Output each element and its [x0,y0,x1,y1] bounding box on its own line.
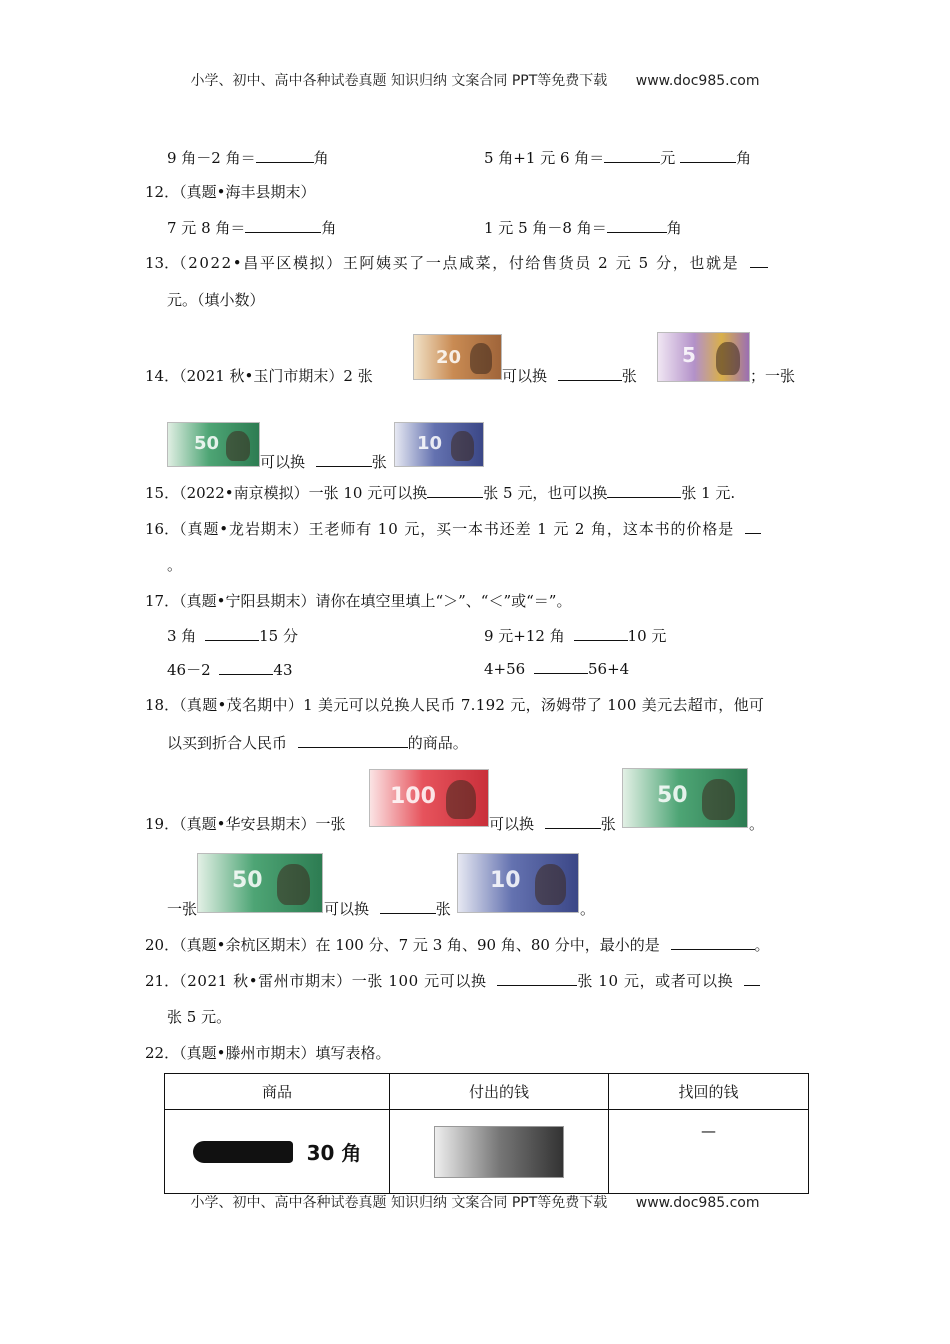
table-header-cell: 付出的钱 [390,1074,609,1110]
q21-line1 [145,970,760,991]
q14-semi: ；一张 [750,367,796,385]
text: 。 [754,936,770,954]
answer-blank[interactable] [205,626,259,641]
question-text: 张 5 元，也可以换 [483,484,608,502]
brush-icon [193,1141,293,1163]
question-text: （真题•龙岩期末）王老师有 10 元，买一本书还差 1 元 2 角，这本书的价格是 [179,520,735,538]
unit: 张 [371,453,387,471]
banknote-50-image [197,853,323,913]
answer-blank[interactable] [671,935,755,950]
q17-d [484,659,629,678]
answer-blank[interactable] [316,452,372,467]
change-cell[interactable]: — [609,1110,809,1194]
footer-text: 小学、初中、高中各种试卷真题 知识归纳 文案合同 PPT等免费下载 [190,1195,608,1211]
q19-end: 。 [749,815,765,833]
portrait-icon [470,343,493,374]
unit: 张 [621,367,637,385]
question-number: 17． [145,592,180,610]
table-header-cell: 找回的钱 [609,1074,809,1110]
q12-title [145,181,315,202]
banknote-value: 50 [194,433,220,454]
portrait-icon [226,431,250,461]
banknote-value: 10 [490,868,521,893]
banknote-100-image [369,769,489,827]
text: 可以换 [324,900,370,918]
text: 15 分 [259,627,298,645]
q15 [145,482,735,503]
answer-blank[interactable] [256,148,314,163]
answer-blank[interactable] [245,218,321,233]
question-source: （2021 秋•玉门市期末）2 张 [179,367,373,385]
text: 4+56 [484,660,526,678]
q12-left [167,217,336,238]
page-header [0,70,950,90]
unit: 角 [321,219,337,237]
question-number: 21． [145,972,180,990]
unit: 张 [600,815,616,833]
text: 10 元 [627,627,667,645]
answer-blank[interactable] [750,253,768,268]
question-text: 张 1 元. [681,484,736,502]
q16-line2: 。 [167,556,183,574]
q11-a-text: 9 角－2 角＝ [167,149,256,167]
question-text: （2022•南京模拟）一张 10 元可以换 [179,484,428,502]
answer-blank[interactable] [607,218,667,233]
answer-blank[interactable] [744,971,760,986]
banknote-value: 10 [417,433,443,454]
table-row [165,1110,809,1194]
question-text: 以买到折合人民币 [167,734,288,752]
answer-blank[interactable] [604,148,660,163]
item-cell [165,1110,390,1194]
price-table [164,1073,809,1194]
question-source: （真题•海丰县期末） [179,183,316,201]
banknote-value: 50 [232,868,263,893]
banknote-10-image [394,422,484,467]
answer-blank[interactable] [497,971,577,986]
portrait-icon [446,780,477,819]
q11-b-text: 5 角+1 元 6 角＝ [484,149,605,167]
q14-line2 [260,451,387,472]
text: 可以换 [260,453,306,471]
unit: 角 [666,219,682,237]
question-text: （真题•余杭区期末）在 100 分、7 元 3 角、90 角、80 分中，最小的是 [179,936,660,954]
question-text: （2021 秋•雷州市期末）一张 100 元可以换 [179,972,487,990]
answer-blank[interactable] [298,733,408,748]
table-header-cell: 商品 [165,1074,390,1110]
question-number: 13． [145,254,180,272]
portrait-icon [716,342,740,376]
question-number: 14． [145,367,180,385]
table-header-row [165,1074,809,1110]
q12-right [484,217,682,238]
paid-cell [390,1110,609,1194]
answer-blank[interactable] [574,626,628,641]
q13-line1 [145,252,768,273]
question-text: 的商品。 [407,734,468,752]
q22-title [145,1042,390,1063]
q18-line1 [145,694,764,715]
answer-blank[interactable] [607,483,681,498]
banknote-10-image [457,853,579,913]
question-source: （真题•华安县期末）一张 [179,815,346,833]
text: 可以换 [489,815,535,833]
q19-line1 [145,813,345,834]
text: 43 [273,661,293,679]
banknote-50-image [167,422,260,467]
banknote-50-image [622,768,748,828]
q11-right [484,147,751,168]
portrait-icon [277,864,309,905]
question-text: （真题•宁阳县期末）请你在填空里填上“＞”、“＜”或“＝”。 [179,592,572,610]
answer-blank[interactable] [745,519,761,534]
q20 [145,934,770,955]
footer-url[interactable]: www.doc985.com [635,1195,760,1211]
q19-line2a: 一张 [167,900,198,918]
banknote-value: 100 [390,784,436,809]
q19-end2: 。 [580,900,596,918]
banknote-value: 50 [657,783,688,808]
answer-blank[interactable] [219,660,273,675]
text: 9 元+12 角 [484,627,565,645]
banknote-20-image [413,334,502,380]
q12-b-text: 1 元 5 角－8 角＝ [484,219,607,237]
unit: 张 [435,900,451,918]
portrait-icon [535,864,566,905]
q17-a [167,625,298,646]
banknote-image [434,1126,564,1178]
answer-blank[interactable] [534,659,588,674]
q14-line1b [502,365,637,386]
q13-line2: 元。（填小数） [167,291,265,309]
banknote-5-image [657,332,750,382]
answer-blank[interactable] [680,148,736,163]
text: 可以换 [502,367,548,385]
question-number: 12． [145,183,180,201]
question-text: （2022•昌平区模拟）王阿姨买了一点咸菜，付给售货员 2 元 5 分，也就是 [179,254,740,272]
text: 3 角 [167,627,197,645]
answer-blank[interactable] [558,366,622,381]
q12-a-text: 7 元 8 角＝ [167,219,246,237]
question-number: 18． [145,696,180,714]
answer-blank[interactable] [380,899,436,914]
header-text: 小学、初中、高中各种试卷真题 知识归纳 文案合同 PPT等免费下载 [190,73,608,89]
header-url[interactable]: www.doc985.com [635,73,760,89]
question-text: （真题•滕州市期末）填写表格。 [179,1044,391,1062]
page-footer [0,1192,950,1212]
answer-blank[interactable] [427,483,483,498]
q19-line2b [324,898,451,919]
banknote-value: 5 [682,343,696,367]
unit: 元 [660,149,676,167]
q21-line2: 张 5 元。 [167,1008,232,1026]
unit: 角 [313,149,329,167]
unit: 角 [736,149,752,167]
item-price: 30 角 [306,1141,362,1165]
portrait-icon [451,431,474,461]
q17-title [145,590,571,611]
q14-line1 [145,365,373,386]
question-text: （真题•茂名期中）1 美元可以兑换人民币 7.192 元，汤姆带了 100 美元去超市，他可 [179,696,765,714]
q17-b [484,625,666,646]
q18-line2 [167,732,468,753]
question-number: 16． [145,520,180,538]
text: 56+4 [587,660,630,678]
question-number: 15． [145,484,180,502]
q11-left [167,147,329,168]
portrait-icon [702,779,734,820]
question-number: 20． [145,936,180,954]
text: 46－2 [167,661,211,679]
question-text: 张 10 元，或者可以换 [577,972,734,990]
q19-line1b [489,813,616,834]
banknote-value: 20 [436,347,462,368]
q16-line1 [145,518,761,539]
question-number: 22． [145,1044,180,1062]
answer-blank[interactable] [545,814,601,829]
q17-c [167,659,293,680]
question-number: 19． [145,815,180,833]
